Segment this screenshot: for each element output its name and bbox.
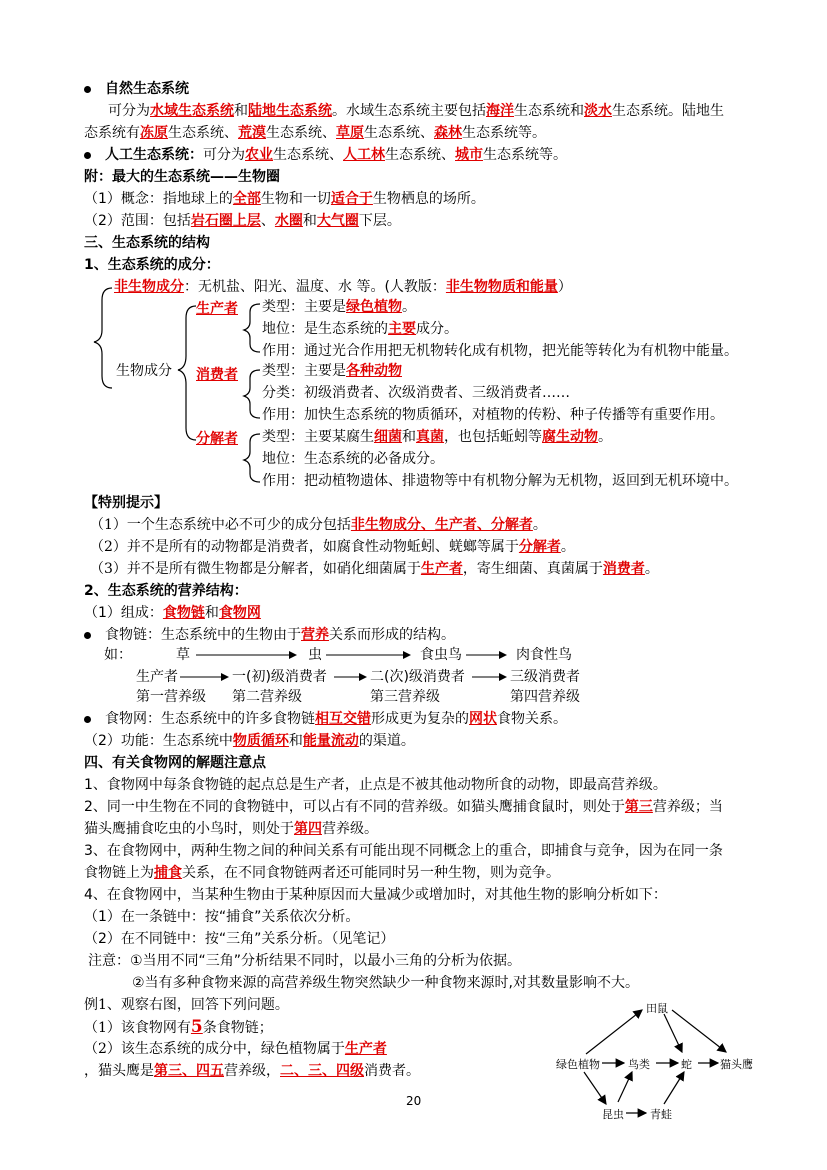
fw-arrow-mouse-snake <box>664 1014 682 1052</box>
fw-arrow-plant-mouse <box>586 1010 642 1054</box>
decomposer-role: 作用：把动植物遗体、排遗物等中有机物分解为无机物，返回到无机环境中。 <box>262 473 738 489</box>
chain-node-bird: 食虫鸟 <box>420 647 462 663</box>
fw-arrow-plant-insect <box>584 1072 606 1104</box>
consumer-class: 分类：初级消费者、次级消费者、三级消费者…… <box>262 385 570 401</box>
role-2: 一(初)级消费者 <box>232 669 327 685</box>
fw-arrow-mouse-owl <box>672 1010 726 1052</box>
producer-label: 生产者 <box>196 301 238 317</box>
note-4b: （2）在不同链中：按“三角”关系分析。（见笔记） <box>84 931 395 947</box>
abiotic-line: 非生物成分：无机盐、阳光、温度、水 等。(人教版：非生物物质和能量） <box>114 279 572 295</box>
fw-plant: 绿色植物 <box>556 1058 600 1071</box>
brace-producer <box>244 304 260 352</box>
note-3b: 食物链上为捕食关系，在不同食物链两者还可能同时另一种生物，则为竞争。 <box>84 865 560 881</box>
note-4: 4、在食物网中，当某种生物由于某种原因而大量减少或增加时，对其他生物的影响分析如下： <box>84 887 667 903</box>
note-4a: （1）在一条链中：按“捕食”关系依次分析。 <box>84 909 360 925</box>
role-4: 三级消费者 <box>510 669 580 685</box>
tip-1: （1）一个生态系统中必不可少的成分包括非生物成分、生产者、分解者。 <box>90 517 547 533</box>
question-2: （2）该生态系统的成分中，绿色植物属于生产者 <box>84 1041 387 1057</box>
decomposer-status: 地位：生态系统的必备成分。 <box>262 451 444 467</box>
biosphere-concept: （1）概念：指地球上的全部生物和一切适合于生物栖息的场所。 <box>84 191 485 207</box>
brace-consumer <box>244 370 260 418</box>
note-1: 1、食物网中每条食物链的起点总是生产者，止点是不被其他动物所食的动物，即最高营养级。 <box>84 777 667 793</box>
heading-components: 1、生态系统的成分： <box>84 257 220 273</box>
brace-biotic <box>178 306 196 440</box>
tip-2: （2）并不是所有的动物都是消费者，如腐食性动物蚯蚓、蜣螂等属于分解者。 <box>90 539 575 555</box>
fw-insect: 昆虫 <box>602 1108 624 1121</box>
attention-1: 注意：①当用不同“三角”分析结果不同时，以最小三角的分析为依据。 <box>88 953 522 969</box>
fw-mouse: 田鼠 <box>646 1002 668 1015</box>
note-2: 2、同一中生物在不同的食物链中，可以占有不同的营养级。如猫头鹰捕食鼠时，则处于第三营养级；当 <box>84 799 723 815</box>
food-chain-def: 食物链：生态系统中的生物由于营养关系而形成的结构。 <box>84 626 455 644</box>
consumer-role: 作用：加快生态系统的物质循环，对植物的传粉、种子传播等有重要作用。 <box>262 407 724 423</box>
producer-status: 地位：是生态系统的主要成分。 <box>262 321 458 337</box>
heading-structure: 三、生态系统的结构 <box>84 235 210 251</box>
fw-snake: 蛇 <box>681 1058 692 1071</box>
biosphere-title: 附：最大的生态系统——生物圈 <box>84 169 280 185</box>
function-line: （2）功能：生态系统中物质循环和能量流动的渠道。 <box>84 733 415 749</box>
heading-notes: 四、有关食物网的解题注意点 <box>84 755 266 771</box>
fw-owl: 猫头鹰 <box>720 1058 753 1071</box>
level-1: 第一营养级 <box>136 689 206 705</box>
fw-arrow-frog-snake <box>664 1072 684 1104</box>
chain-node-grass: 草 <box>176 647 190 663</box>
decomposer-label: 分解者 <box>196 431 238 447</box>
natural-line-1: 可分为水域生态系统和陆地生态系统。水域生态系统主要包括海洋生态系统和淡水生态系统。陆地生 <box>108 103 724 119</box>
section-artificial: 人工生态系统：可分为农业生态系统、人工林生态系统、城市生态系统等。 <box>84 146 567 164</box>
fw-frog: 青蛙 <box>650 1108 672 1121</box>
attention-2: ②当有多种食物来源的高营养级生物突然缺少一种食物来源时,对其数量影响不大。 <box>132 975 639 991</box>
tip-3: （3）并不是所有微生物都是分解者，如硝化细菌属于生产者，寄生细菌、真菌属于消费者。 <box>90 561 659 577</box>
food-web-def: 食物网：生态系统中的许多食物链相互交错形成更为复杂的网状食物关系。 <box>84 710 567 728</box>
consumer-type: 类型：主要是各种动物 <box>262 363 402 379</box>
tip-title: 【特别提示】 <box>84 495 168 511</box>
heading-nutrition: 2、生态系统的营养结构： <box>84 583 248 599</box>
decomposer-type: 类型：主要某腐生细菌和真菌，也包括蚯蚓等腐生动物。 <box>262 429 612 445</box>
note-3a: 3、在食物网中，两种生物之间的种间关系有可能出现不同概念上的重合，即捕食与竞争，因为在同一条 <box>84 843 723 859</box>
question-1: （1）该食物网有5条食物链； <box>84 1017 273 1037</box>
question-3: ，猫头鹰是第三、四五营养级，二、三、四级消费者。 <box>84 1063 420 1079</box>
example-label: 如： <box>104 647 132 663</box>
role-1: 生产者 <box>136 669 178 685</box>
brace-main <box>94 288 112 388</box>
note-2b: 猫头鹰捕食吃虫的小鸟时，则处于第四营养级。 <box>84 821 378 837</box>
chain-node-insect: 虫 <box>308 647 322 663</box>
level-2: 第二营养级 <box>232 689 302 705</box>
level-3: 第三营养级 <box>370 689 440 705</box>
role-3: 二(次)级消费者 <box>370 669 465 685</box>
biotic-label: 生物成分 <box>116 363 172 379</box>
fw-bird: 鸟类 <box>628 1058 650 1071</box>
producer-type: 类型：主要是绿色植物。 <box>262 299 416 315</box>
producer-role: 作用：通过光合作用把无机物转化成有机物，把光能等转化为有机物中能量。 <box>262 343 738 359</box>
nutrition-composition: （1）组成：食物链和食物网 <box>84 605 261 621</box>
chain-node-raptor: 肉食性鸟 <box>516 647 572 663</box>
consumer-label: 消费者 <box>196 367 238 383</box>
fw-arrow-insect-bird <box>618 1072 632 1102</box>
biosphere-range: （2）范围：包括岩石圈上层、水圈和大气圈下层。 <box>84 213 401 229</box>
natural-line-2: 态系统有冻原生态系统、荒漠生态系统、草原生态系统、森林生态系统等。 <box>84 125 546 141</box>
page-number: 20 <box>406 1094 422 1108</box>
level-4: 第四营养级 <box>510 689 580 705</box>
brace-decomposer <box>244 434 260 482</box>
section-natural: 自然生态系统 <box>84 80 189 98</box>
example-1: 例1、观察右图，回答下列问题。 <box>84 997 289 1013</box>
